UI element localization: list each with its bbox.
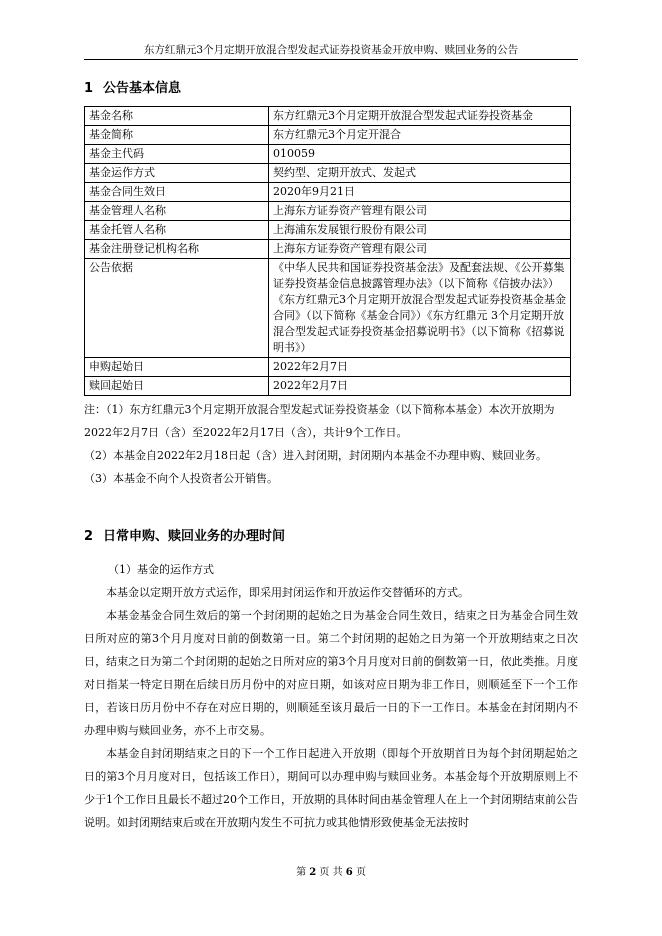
- table-key: 赎回起始日: [85, 377, 269, 396]
- table-key: 基金运作方式: [85, 164, 269, 183]
- basic-info-table: [84, 106, 571, 396]
- table-key: 基金注册登记机构名称: [85, 240, 269, 259]
- table-value: 2022年2月7日: [269, 358, 571, 377]
- section-2-heading: [84, 528, 285, 546]
- table-row: [85, 377, 571, 396]
- section-1-title: 公告基本信息: [103, 81, 182, 96]
- paragraph: 本基金以定期开放方式运作，即采用封闭运作和开放运作交替循环的方式。: [106, 586, 469, 599]
- table-key: 基金管理人名称: [85, 202, 269, 221]
- table-row: [85, 126, 571, 145]
- table-notes: [84, 398, 578, 490]
- section-2-body: [84, 558, 578, 834]
- footer-prefix: 第: [296, 867, 307, 878]
- table-key: 基金主代码: [85, 145, 269, 164]
- footer-middle: 页 共: [319, 867, 343, 878]
- table-row: [85, 358, 571, 377]
- table-value: 上海浦东发展银行股份有限公司: [269, 221, 571, 240]
- paragraph: 本基金基金合同生效后的第一个封闭期的起始之日为基金合同生效日，结束之日为基金合同生效日所对应的第3个月月度对日前的倒数第一日。第二个封闭期的起始之日为第一个开放期结束之日次日，结束之日为第二个封闭期的起始之日所对应的第3个月月度对日前的倒数第一日，依此类推。月度对日指某一特定日期在后续日历月份中的对应日期，如该对应日期为非工作日，则顺延至下一个工作日，若该日历月份中不存在对应日期的，则顺延至该月最后一日的下一工作日。本基金在封闭期内不办理申购与赎回业务，亦不上市交易。: [84, 609, 578, 737]
- footer-total-pages: 6: [345, 867, 353, 878]
- section-2-number: 2: [84, 529, 94, 544]
- table-value: 东方红鼎元3个月定期开放混合型发起式证券投资基金: [269, 107, 571, 126]
- table-key: 基金简称: [85, 126, 269, 145]
- header-divider: [84, 59, 578, 60]
- table-row: [85, 202, 571, 221]
- table-value: 010059: [269, 145, 571, 164]
- table-value: 《中华人民共和国证券投资基金法》及配套法规、《公开募集证券投资基金信息披露管理办法》（以下简称《信披办法》）《东方红鼎元3个月定期开放混合型发起式证券投资基金基金合同》（以下简称《基金合同》）《东方红鼎元 3个月定期开放混合型发起式证券投资基金招募说明书》（以下简称《招募说明书》）: [269, 259, 571, 358]
- table-key: 申购起始日: [85, 358, 269, 377]
- header-title: 东方红鼎元3个月定期开放混合型发起式证券投资基金开放申购、赎回业务的公告: [143, 44, 519, 56]
- table-key: 基金合同生效日: [85, 183, 269, 202]
- footer-page-number: 2: [309, 867, 317, 878]
- table-value: 2020年9月21日: [269, 183, 571, 202]
- table-value: 2022年2月7日: [269, 377, 571, 396]
- section-2-subheading: （1）基金的运作方式: [108, 563, 214, 576]
- footer-suffix: 页: [355, 867, 366, 878]
- paragraph: 本基金自封闭期结束之日的下一个工作日起进入开放期（即每个开放期首日为每个封闭期起始之日的第3个月月度对日，包括该工作日），期间可以办理申购与赎回业务。本基金每个开放期原则上不少于1个工作日且最长不超过20个工作日，开放期的具体时间由基金管理人在上一个封闭期结束前公告说明。如封闭期结束后或在开放期内发生不可抗力或其他情形致使基金无法按时: [84, 747, 578, 829]
- table-row: [85, 183, 571, 202]
- table-row: [85, 259, 571, 358]
- table-value: 上海东方证券资产管理有限公司: [269, 202, 571, 221]
- page-header: [84, 43, 578, 57]
- table-value: 契约型、定期开放式、发起式: [269, 164, 571, 183]
- table-key: 基金托管人名称: [85, 221, 269, 240]
- table-row: [85, 145, 571, 164]
- table-key: 基金名称: [85, 107, 269, 126]
- table-row: [85, 164, 571, 183]
- table-row: [85, 240, 571, 259]
- page-footer: [84, 866, 578, 880]
- section-2-title: 日常申购、赎回业务的办理时间: [103, 529, 286, 544]
- note-2: （2）本基金自2022年2月18日起（含）进入封闭期，封闭期内本基金不办理申购、赎回业务。: [84, 449, 547, 462]
- table-key: 公告依据: [85, 259, 269, 358]
- note-1: 注：（1）东方红鼎元3个月定期开放混合型发起式证券投资基金（以下简称本基金）本次开放期为2022年2月7日（含）至2022年2月17日（含），共计9个工作日。: [84, 403, 555, 439]
- note-3: （3）本基金不向个人投资者公开销售。: [84, 472, 278, 485]
- section-1-number: 1: [84, 81, 94, 96]
- table-value: 上海东方证券资产管理有限公司: [269, 240, 571, 259]
- table-row: [85, 221, 571, 240]
- section-1-heading: [84, 80, 181, 98]
- table-row: [85, 107, 571, 126]
- table-value: 东方红鼎元3个月定开混合: [269, 126, 571, 145]
